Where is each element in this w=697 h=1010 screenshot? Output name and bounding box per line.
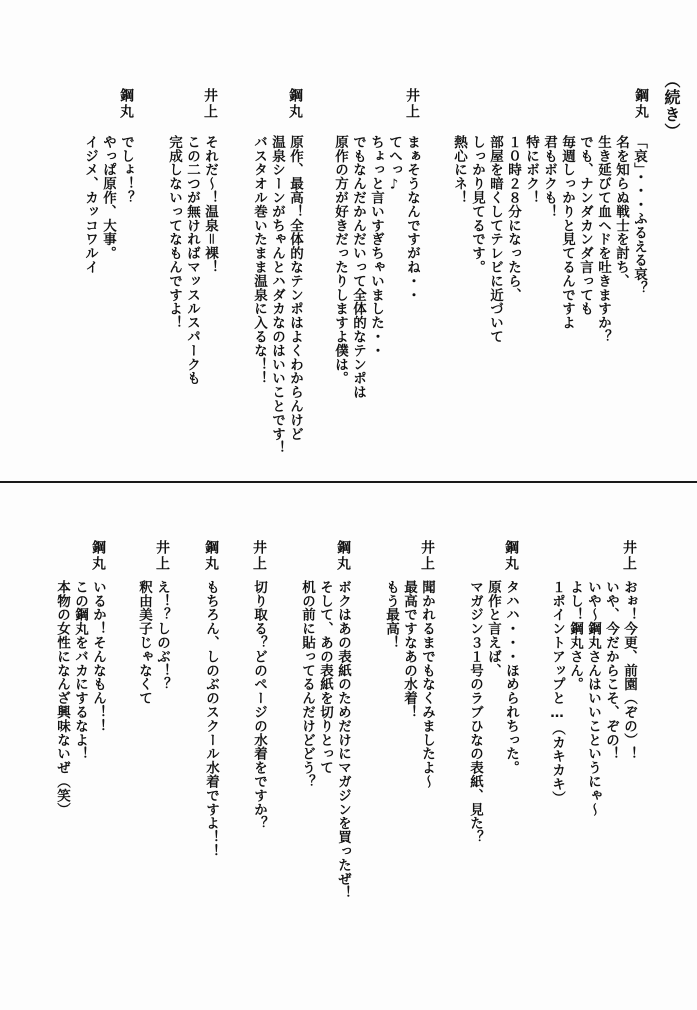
dialogue-line: おぉ！今更、前園（ぞの）！	[621, 580, 637, 761]
speaker-label: 井上	[419, 540, 435, 572]
dialogue-line: しっかり見てるです。	[469, 135, 485, 274]
dialogue-line: １０時２８分になったら、	[505, 135, 521, 302]
dialogue-line: 「哀」・・・ふるえる哀？	[631, 135, 647, 296]
dialogue-line: もちろん、しのぶのスクール水着ですよ！！	[203, 580, 219, 858]
dialogue-line: でしょ！？	[118, 135, 134, 205]
dialogue-line: イジメ、カッコワルイ	[82, 135, 98, 274]
dialogue-line: 切り取る？どのページの水着をですか？	[251, 580, 267, 831]
dialogue-line: 本物の女性になんざ興味ないぜ（笑）	[54, 580, 70, 817]
dialogue-line: 君もボクも！	[541, 135, 557, 219]
dialogue-line: 最高ですなあの水着！	[401, 580, 417, 719]
dialogue-line: でもなんだかんだいって全体的なテンポは	[350, 135, 366, 400]
speaker-label: 井上	[202, 88, 218, 120]
dialogue-line: 特にボク！	[523, 135, 539, 205]
dialogue-line: もう最高！	[383, 580, 399, 650]
dialogue-line: バスタオル巻いたまま温泉に入るな！！	[251, 135, 267, 386]
dialogue-line: てへっ♪	[386, 135, 402, 194]
dialogue-line: いるか！そんなもん！！	[90, 580, 106, 733]
dialogue-line: この鋼丸をバカにするなよ！	[72, 580, 88, 761]
dialogue-line: いや〜鋼丸さんはいいこというにゃ〜	[585, 580, 601, 817]
dialogue-line: そして、あの表紙を切りとって	[317, 580, 333, 775]
speaker-label: 井上	[404, 88, 420, 120]
dialogue-line: マガジン３１号のラブひなの表紙、見た？	[467, 580, 483, 845]
speaker-label: 鋼丸	[633, 88, 649, 120]
speaker-label: 鋼丸	[90, 540, 106, 572]
dialogue-line: 机の前に貼ってるんだけどどう？	[299, 580, 315, 789]
dialogue-line: 熱心にネ！	[451, 135, 467, 205]
dialogue-line: まぁそうなんですがね・・	[404, 135, 420, 302]
dialogue-line: 原作、最高！全体的なテンポはよくわからんけど	[287, 135, 303, 441]
dialogue-line: 生き延びて血ヘドを吐きますか？	[595, 135, 611, 344]
dialogue-line: 完成しないってなもんですよ！	[166, 135, 182, 330]
speaker-label: 井上	[621, 540, 637, 572]
speaker-label: 鋼丸	[287, 88, 303, 120]
speaker-label: 井上	[154, 540, 170, 572]
speaker-label: 鋼丸	[118, 88, 134, 120]
dialogue-line: タハハ・・・ほめられちった。	[503, 580, 519, 775]
continued-note: （続き）	[662, 72, 681, 140]
speaker-label: 鋼丸	[503, 540, 519, 572]
dialogue-line: 名を知らぬ戦士を討ち、	[613, 135, 629, 288]
dialogue-line: 原作の方が好きだったりしますよ僕は。	[332, 135, 348, 386]
dialogue-line: いや、今だからこそ、ぞの！	[603, 580, 619, 761]
dialogue-line: ボクはあの表紙のためだけにマガジンを買ったぜ！	[335, 580, 351, 900]
dialogue-line: この二つが無ければマッスルスパークも	[184, 135, 200, 386]
dialogue-line: それだ〜！温泉＝裸！	[202, 135, 218, 274]
dialogue-line: 毎週しっかりと見てるんですよ	[559, 135, 575, 330]
dialogue-line: 原作と言えば、	[485, 580, 501, 678]
dialogue-line: 聞かれるまでもなくみましたよ〜	[419, 580, 435, 789]
dialogue-line: 温泉シーンがちゃんとハダカなのはいいことです！	[269, 135, 285, 455]
speaker-label: 鋼丸	[335, 540, 351, 572]
dialogue-line: ちょっと言いすぎちゃいました・・	[368, 135, 384, 358]
dialogue-line: 釈由美子じゃなくて	[136, 580, 152, 706]
dialogue-line: 部屋を暗くしてテレビに近づいて	[487, 135, 503, 344]
speaker-label: 鋼丸	[203, 540, 219, 572]
section-divider	[0, 481, 697, 483]
dialogue-line: やっぱ原作、大事。	[100, 135, 116, 261]
dialogue-line: え！？しのぶ！？	[154, 580, 170, 692]
dialogue-line: よし！鋼丸さん。	[567, 580, 583, 692]
speaker-label: 井上	[251, 540, 267, 572]
dialogue-line: １ポイントアップと…（カキカキ）	[549, 580, 565, 805]
dialogue-line: でも、ナンダカンダ言っても	[577, 135, 593, 316]
